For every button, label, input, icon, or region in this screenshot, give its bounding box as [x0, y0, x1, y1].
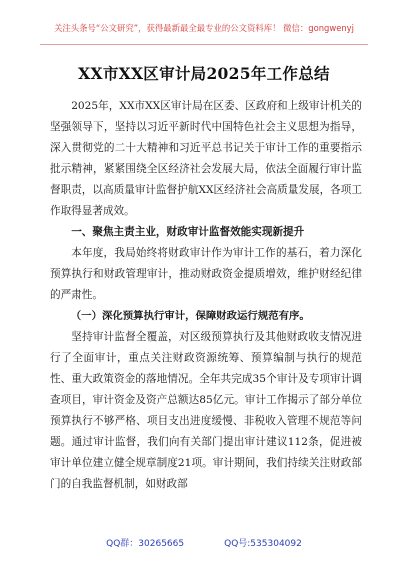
header-banner: 关注头条号“公文研究”，获得最新最全最专业的公文资料库！ 微信：gongwenyj — [54, 23, 354, 33]
document-title: XX市XX区审计局2025年工作总结 — [78, 64, 330, 83]
footer-qq-number: QQ号:535304092 — [224, 539, 302, 549]
section-heading: 一、聚焦主责主业，财政审计监督效能实现新提升 — [71, 226, 305, 238]
intro-paragraph: 2025年，XX市XX区审计局在区委、区政府和上级审计机关的坚强领导下，坚持以习近平新时代中国特色社会主义思想为指导，深入贯彻党的二十大精神和习近平总书记关于审计工作的重要指示批示精神，紧紧围绕全区经济社会发展大局，依法全面履行审计监督职责，以高质量审计监督护航XX区经济社会高质量发展，各项工作取得显著成效。 — [50, 100, 362, 217]
subsection-heading: （一）深化预算执行审计，保障财政运行规范有序。 — [70, 310, 310, 322]
header-divider — [40, 44, 368, 45]
subsection-paragraph: 坚持审计监督全覆盖，对区级预算执行及其他财政收支情况进行了全面审计，重点关注财政资源统筹、预算编制与执行的规范性、重大政策资金的落地情况。全年共完成35个审计及专项审计调查项目，审计资金及资产总额达85亿元。审计工作揭示了部分单位预算执行不够严格、项目支出进度缓慢、非税收入管理不规范等问题。通过审计监督，我们向有关部门提出审计建议112条，促进被审计单位建立健全规章制度21项。审计期间，我们持续关注财政部门的自我监督机制，如财政部 — [50, 331, 362, 490]
document-body — [50, 96, 362, 495]
footer-qq-group: QQ群：30265665 — [106, 539, 185, 549]
section-paragraph: 本年度，我局始终将财政审计作为审计工作的基石，着力深化预算执行和财政管理审计，推动财政资金提质增效，维护财经纪律的严肃性。 — [50, 247, 362, 301]
footer — [0, 536, 408, 549]
